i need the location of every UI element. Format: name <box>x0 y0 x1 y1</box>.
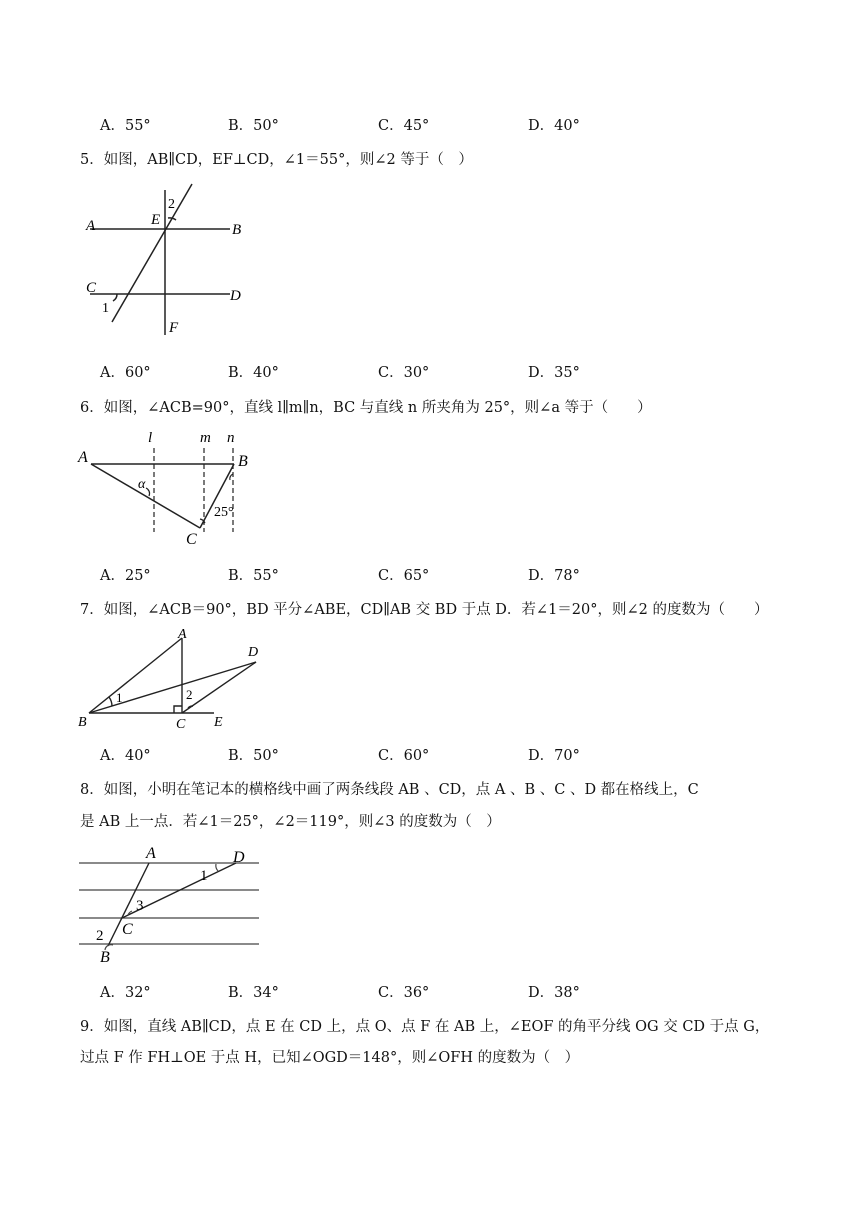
q5-label-a: A <box>86 218 96 234</box>
q6-stem: 6．如图，∠ACB=90°，直线 l∥m∥n，BC 与直线 n 所夹角为 25°，则∠a 等于（ ） <box>80 400 652 416</box>
q7-segment-bd <box>89 662 256 713</box>
q8-angle-1-arc <box>216 864 218 871</box>
q8-label-2: 2 <box>96 928 104 944</box>
q4-option-a: A．55° <box>100 118 151 134</box>
q7-label-b: B <box>78 715 87 730</box>
q7-option-a: A．40° <box>100 748 151 764</box>
q7-right-angle-mark <box>174 706 182 713</box>
q7-label-a: A <box>178 627 187 642</box>
q8-label-d: D <box>233 849 245 866</box>
q6-label-n: n <box>227 430 235 446</box>
q5-label-f: F <box>169 320 179 336</box>
q8-label-c: C <box>122 921 133 938</box>
q8-option-b: B．34° <box>228 985 279 1001</box>
q6-segment-ac <box>91 464 200 528</box>
q7-label-1: 1 <box>116 690 123 705</box>
q5-label-e: E <box>151 212 161 228</box>
q8-label-b: B <box>100 949 110 966</box>
q9-stem-line-1: 9．如图，直线 AB∥CD，点 E 在 CD 上，点 O、点 F 在 AB 上，∠EOF 的角平分线 OG 交 CD 于点 G， <box>80 1019 770 1035</box>
q6-option-a: A．25° <box>100 568 151 584</box>
q8-label-1: 1 <box>200 868 208 884</box>
q7-stem: 7．如图，∠ACB＝90°，BD 平分∠ABE，CD∥AB 交 BD 于点 D．若∠1＝20°，则∠2 的度数为（ ） <box>80 602 769 618</box>
q7-option-d: D．70° <box>528 748 580 764</box>
q6-label-c: C <box>186 531 197 548</box>
q7-segment-cd <box>182 662 256 713</box>
q8-figure <box>76 838 266 968</box>
q6-label-a: A <box>78 449 88 466</box>
q4-option-c: C．45° <box>378 118 430 134</box>
q5-label-2: 2 <box>168 197 175 212</box>
q6-option-c: C．65° <box>378 568 430 584</box>
q7-label-2: 2 <box>186 687 193 702</box>
q6-angle-alpha-arc <box>146 488 150 496</box>
q4-option-d: D．40° <box>528 118 580 134</box>
q8-option-c: C．36° <box>378 985 430 1001</box>
q8-stem-line-2: 是 AB 上一点．若∠1＝25°，∠2＝119°，则∠3 的度数为（ ） <box>80 814 501 830</box>
q5-option-a: A．60° <box>100 365 151 381</box>
q5-label-1: 1 <box>102 301 109 316</box>
q5-label-b: B <box>232 222 242 238</box>
q7-label-e: E <box>214 715 223 730</box>
q6-label-alpha: α <box>138 477 146 492</box>
q6-option-b: B．55° <box>228 568 279 584</box>
q5-option-b: B．40° <box>228 365 279 381</box>
q7-segment-ab <box>89 638 182 713</box>
q5-label-d: D <box>230 288 241 304</box>
q8-stem-line-1: 8．如图，小明在笔记本的横格线中画了两条线段 AB 、CD，点 A 、B 、C 、D 都在格线上，C <box>80 782 699 798</box>
q6-label-l: l <box>148 430 153 446</box>
q4-option-b: B．50° <box>228 118 279 134</box>
q5-stem: 5．如图，AB∥CD，EF⊥CD，∠1＝55°，则∠2 等于（ ） <box>80 152 473 168</box>
q9-stem-line-2: 过点 F 作 FH⊥OE 于点 H，已知∠OGD＝148°，则∠OFH 的度数为（ ） <box>80 1050 580 1066</box>
q8-option-a: A．32° <box>100 985 151 1001</box>
q5-option-c: C．30° <box>378 365 430 381</box>
q8-label-a: A <box>146 845 156 862</box>
q7-label-d: D <box>248 645 259 660</box>
q7-figure <box>76 624 276 736</box>
q7-angle-1-arc <box>109 697 112 706</box>
q6-option-d: D．78° <box>528 568 580 584</box>
q6-label-b: B <box>238 453 248 470</box>
q5-label-c: C <box>86 280 97 296</box>
q6-label-m: m <box>200 430 211 446</box>
q8-option-d: D．38° <box>528 985 580 1001</box>
q7-option-c: C．60° <box>378 748 430 764</box>
q6-figure <box>76 424 266 552</box>
q5-figure <box>80 180 260 340</box>
q5-option-d: D．35° <box>528 365 580 381</box>
q8-label-3: 3 <box>136 898 144 914</box>
q5-transversal <box>112 184 192 322</box>
q7-label-c: C <box>176 717 186 732</box>
q7-option-b: B．50° <box>228 748 279 764</box>
q5-angle-1-arc <box>113 294 117 301</box>
q6-label-25: 25° <box>214 505 234 520</box>
